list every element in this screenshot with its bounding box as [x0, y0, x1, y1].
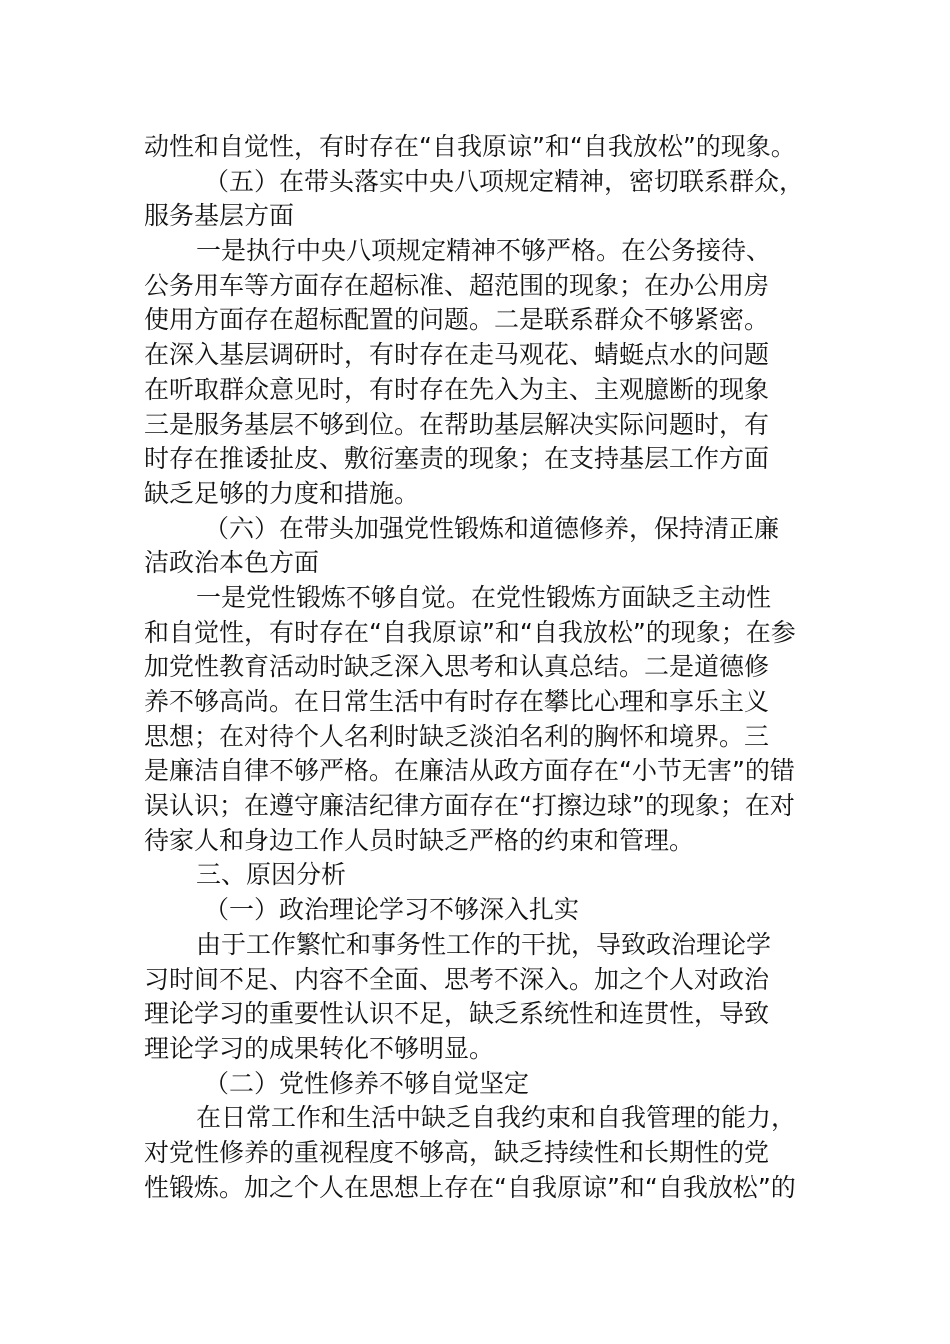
- text-line: 一是执行中央八项规定精神不够严格。在公务接待、: [196, 236, 772, 266]
- text-line: 服务基层方面: [144, 201, 295, 231]
- section-heading: （二）党性修养不够自觉坚定: [204, 1068, 530, 1098]
- text-line: 思想；在对待个人名利时缺乏淡泊名利的胸怀和境界。三: [144, 721, 770, 751]
- text-line: 在深入基层调研时，有时存在走马观花、蜻蜓点水的问题: [144, 340, 770, 370]
- chapter-heading: 三、原因分析: [196, 860, 347, 890]
- section-heading: （六）在带头加强党性锻炼和道德修养，保持清正廉: [204, 513, 780, 543]
- text-line: 对党性修养的重视程度不够高，缺乏持续性和长期性的党: [144, 1137, 770, 1167]
- text-line: 习时间不足、内容不全面、思考不深入。加之个人对政治: [144, 964, 770, 994]
- text-line: 洁政治本色方面: [144, 548, 320, 578]
- section-heading: （五）在带头落实中央八项规定精神，密切联系群众，: [204, 166, 805, 196]
- text-line: 和自觉性，有时存在“自我原谅”和“自我放松”的现象；在参: [144, 617, 796, 647]
- text-line: 在日常工作和生活中缺乏自我约束和自我管理的能力，: [196, 1103, 797, 1133]
- text-line: 误认识；在遵守廉洁纪律方面存在“打擦边球”的现象；在对: [144, 791, 795, 821]
- text-line: 是廉洁自律不够严格。在廉洁从政方面存在“小节无害”的错: [144, 756, 795, 786]
- text-line: 一是党性锻炼不够自觉。在党性锻炼方面缺乏主动性: [196, 582, 772, 612]
- document-body: [144, 130, 844, 1205]
- text-line: 动性和自觉性，有时存在“自我原谅”和“自我放松”的现象。: [144, 132, 796, 161]
- text-line: 公务用车等方面存在超标准、超范围的现象；在办公用房: [144, 270, 770, 300]
- text-line: 三是服务基层不够到位。在帮助基层解决实际问题时，有: [144, 409, 770, 439]
- text-line: 缺乏足够的力度和措施。: [144, 478, 420, 508]
- section-heading: （一）政治理论学习不够深入扎实: [204, 895, 580, 925]
- text-line: 加党性教育活动时缺乏深入思考和认真总结。二是道德修: [144, 652, 770, 682]
- text-line: 理论学习的重要性认识不足，缺乏系统性和连贯性，导致: [144, 999, 770, 1029]
- text-line: 待家人和身边工作人员时缺乏严格的约束和管理。: [144, 825, 695, 855]
- text-line: 由于工作繁忙和事务性工作的干扰，导致政治理论学: [196, 929, 772, 959]
- text-line: 养不够高尚。在日常生活中有时存在攀比心理和享乐主义: [144, 687, 770, 716]
- text-line: 理论学习的成果转化不够明显。: [144, 1033, 495, 1063]
- text-line: 性锻炼。加之个人在思想上存在“自我原谅”和“自我放松”的: [144, 1172, 796, 1202]
- text-line: 时存在推诿扯皮、敷衍塞责的现象；在支持基层工作方面: [144, 444, 770, 474]
- text-line: 使用方面存在超标配置的问题。二是联系群众不够紧密。: [144, 305, 770, 335]
- text-line: 在听取群众意见时，有时存在先入为主、主观臆断的现象: [144, 374, 770, 404]
